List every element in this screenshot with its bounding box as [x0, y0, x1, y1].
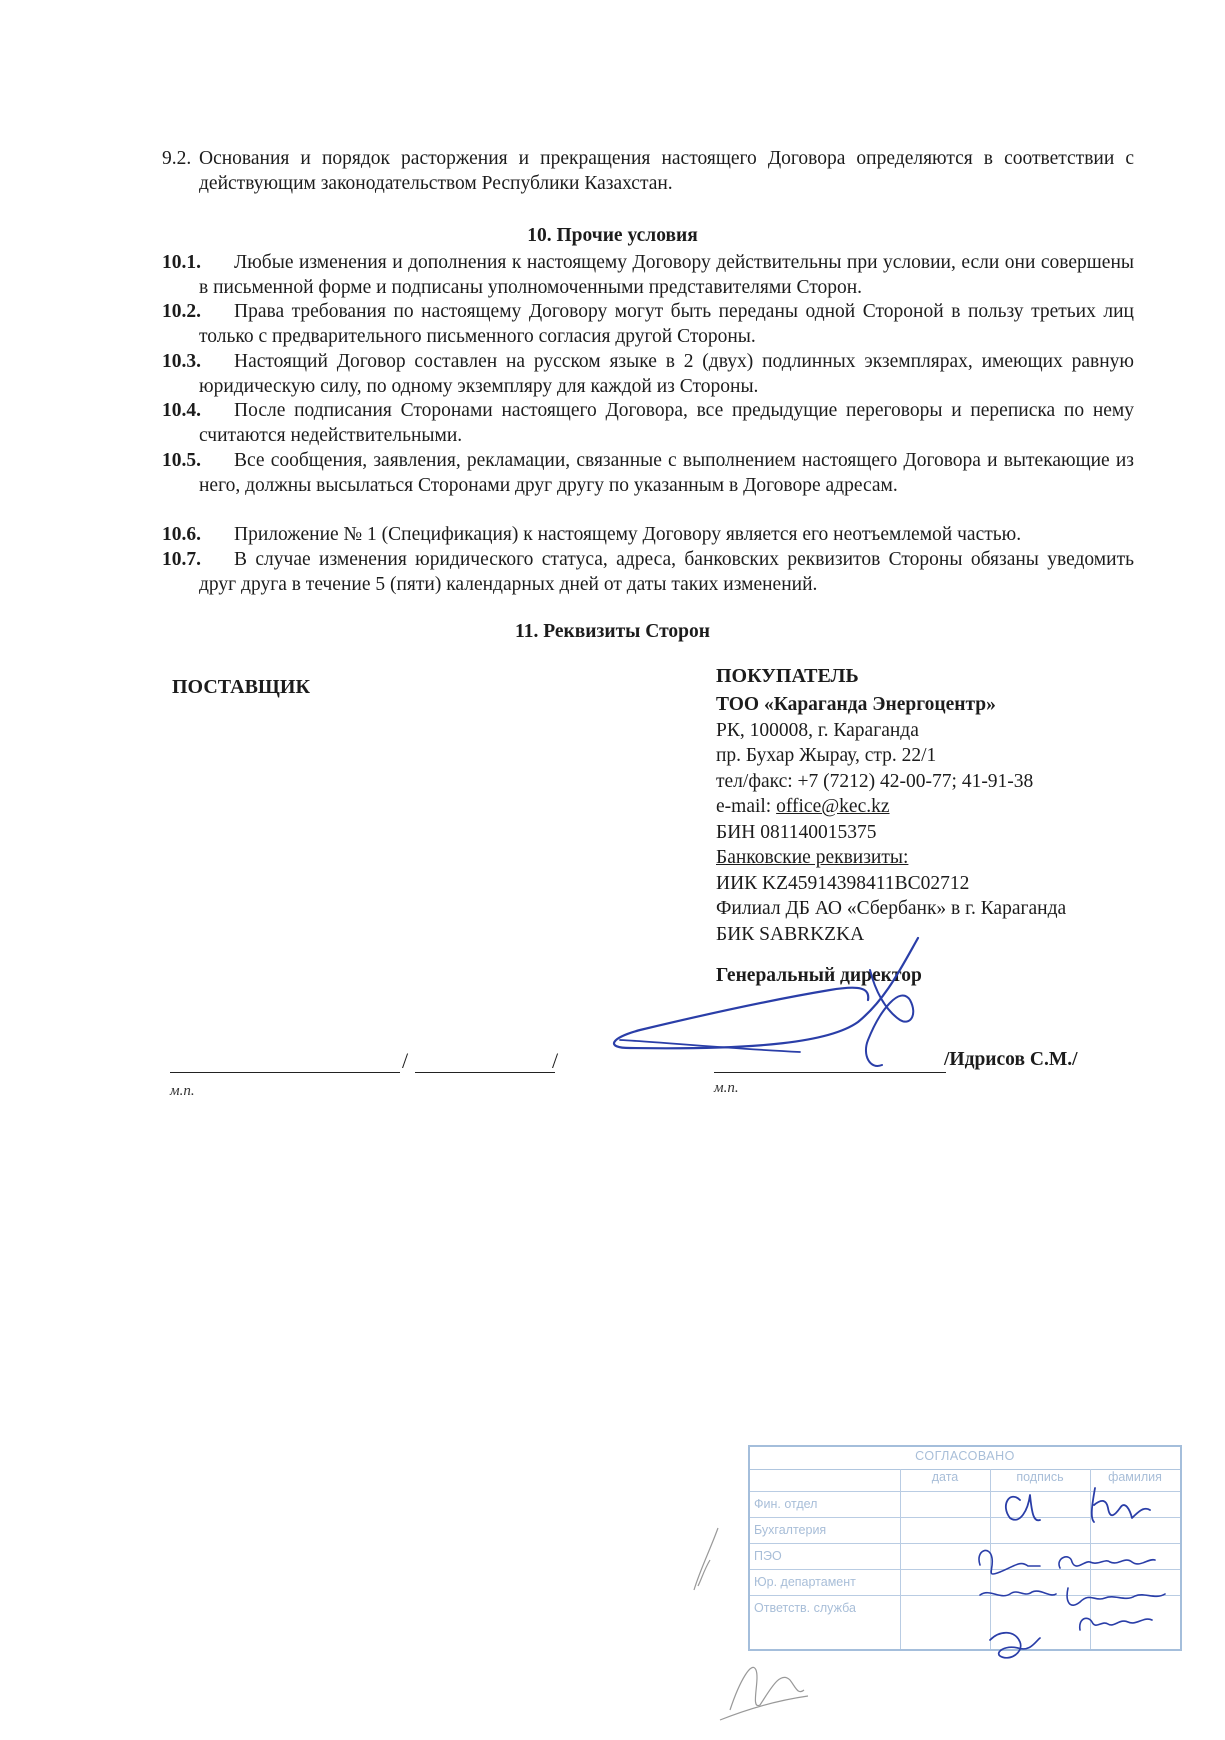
clause-text: После подписания Сторонами настоящего Договора, все предыдущие переговоры и переписка по нему считаются недействительными.: [199, 400, 1134, 446]
buyer-company: ТОО «Караганда Энергоцентр»: [716, 694, 996, 715]
clause-10-7: [162, 547, 1134, 597]
clause-9-2: [162, 146, 1134, 196]
clause-number: 10.5.: [162, 450, 201, 471]
clause-number: 9.2.: [162, 148, 192, 169]
clause-text: Все сообщения, заявления, рекламации, связанные с выполнением настоящего Договора и вытекающие из него, должны высылаться Сторонами друг другу по указанным в Договоре адресам.: [199, 450, 1134, 496]
clause-10-6: [162, 522, 1134, 547]
stamp-col-date: дата: [931, 1470, 959, 1484]
stamp-signatures-icon: [960, 1470, 1180, 1670]
clause-10-2: [162, 299, 1134, 349]
buyer-bin: БИН 081140015375: [716, 821, 877, 843]
slash: /: [552, 1048, 559, 1073]
stamp-col-surname: фамилия: [1108, 1470, 1162, 1484]
stamp-title: СОГЛАСОВАНО: [750, 1449, 1180, 1470]
stamp-col-signature: подпись: [1016, 1470, 1064, 1484]
clause-number: 10.3.: [162, 351, 201, 372]
buyer-email-line: [716, 794, 1136, 820]
supplier-signature-line: [170, 1072, 400, 1073]
buyer-bik: БИК SABRKZKA: [716, 923, 865, 945]
email-label: e-mail:: [716, 796, 777, 817]
buyer-address-1: РК, 100008, г. Караганда: [716, 719, 919, 741]
buyer-stamp-place: м.п.: [714, 1080, 739, 1096]
stamp-row-label: Юр. департамент: [754, 1575, 856, 1589]
buyer-phone: тел/факс: +7 (7212) 42-00-77; 41-91-38: [716, 770, 1034, 792]
stamp-row-label: Ответств. служба: [754, 1601, 856, 1615]
clause-text: Настоящий Договор составлен на русском языке в 2 (двух) подлинных экземплярах, имеющих равную юридическую силу, по одному экземпляру для каждой из Стороны.: [199, 351, 1134, 397]
clause-number: 10.7.: [162, 549, 201, 570]
buyer-address-2: пр. Бухар Жырау, стр. 22/1: [716, 745, 937, 766]
clause-10-1: [162, 250, 1134, 300]
bank-details-header: Банковские реквизиты:: [716, 847, 909, 868]
clause-number: 10.4.: [162, 400, 201, 421]
supplier-stamp-place: м.п.: [170, 1083, 195, 1099]
buyer-position: Генеральный директор: [716, 965, 922, 986]
supplier-name-line: [415, 1072, 555, 1073]
clause-10-5: [162, 448, 1134, 498]
clause-text: В случае изменения юридического статуса, адреса, банковских реквизитов Стороны обязаны уведомить друг друга в течение 5 (пяти) календарных дней от даты таких изменений.: [199, 549, 1134, 595]
buyer-title: ПОКУПАТЕЛЬ: [716, 665, 859, 687]
email-link[interactable]: office@kec.kz: [776, 796, 890, 817]
buyer-bank: Филиал ДБ АО «Сбербанк» в г. Караганда: [716, 898, 1067, 919]
stamp-row-label: Фин. отдел: [754, 1497, 818, 1511]
section-11-heading: 11. Реквизиты Сторон: [515, 621, 710, 642]
clause-number: 10.6.: [162, 524, 201, 545]
clause-number: 10.1.: [162, 252, 201, 273]
clause-text: Приложение № 1 (Спецификация) к настоящему Договору является его неотъемлемой частью.: [234, 524, 1022, 545]
supplier-title: ПОСТАВЩИК: [172, 676, 310, 698]
stamp-row-label: Бухгалтерия: [754, 1523, 827, 1537]
clause-10-3: [162, 349, 1134, 399]
buyer-signatory: /Идрисов С.М./: [944, 1049, 1078, 1070]
clause-text: Основания и порядок расторжения и прекращения настоящего Договора определяются в соответствии с действующим законодательством Республики Казахстан.: [199, 148, 1134, 194]
director-signature-icon: [600, 930, 930, 1080]
clause-text: Права требования по настоящему Договору могут быть переданы одной Стороной в пользу третьих лиц только с предварительного письменного согласия другой Стороны.: [199, 301, 1134, 347]
section-10-heading: 10. Прочие условия: [527, 225, 698, 246]
clause-number: 10.2.: [162, 301, 201, 322]
buyer-iik: ИИК KZ45914398411BC02712: [716, 872, 970, 894]
slash: /: [402, 1048, 409, 1073]
stamp-row-label: ПЭО: [754, 1549, 782, 1563]
clause-10-4: [162, 398, 1134, 448]
clause-text: Любые изменения и дополнения к настоящему Договору действительны при условии, если они совершены в письменной форме и подписаны уполномоченными представителями Сторон.: [199, 252, 1134, 298]
